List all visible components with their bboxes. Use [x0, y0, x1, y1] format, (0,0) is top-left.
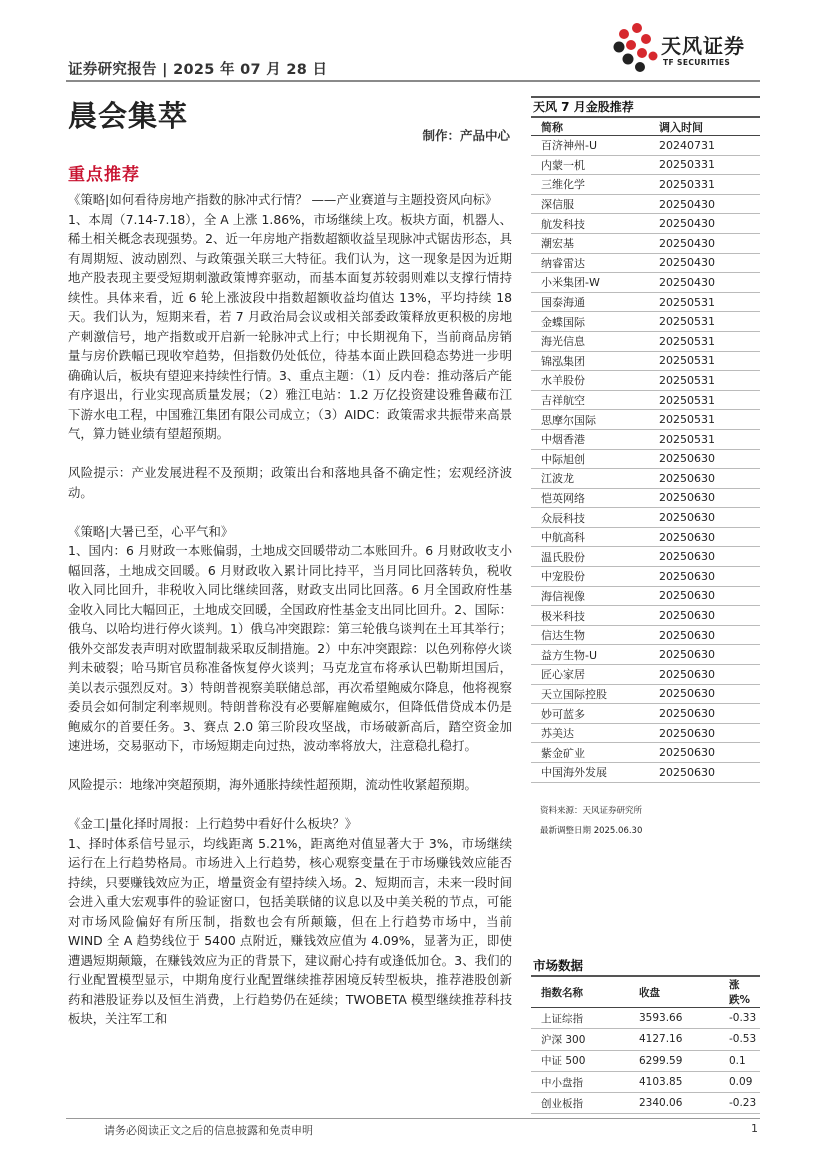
date-cell: 20240731 [651, 136, 760, 156]
table-row [531, 665, 760, 685]
article-title: 《金工|量化择时周报：上行趋势中看好什么板块？》 [68, 816, 358, 831]
date-cell: 20250630 [651, 684, 760, 704]
stock-name-cell: 内蒙一机 [531, 155, 651, 175]
logo-text-cn: 天风证券 [661, 34, 745, 58]
date-cell: 20250630 [651, 469, 760, 489]
close-cell: 6299.59 [623, 1050, 709, 1071]
table-row [531, 155, 760, 175]
column-header: 指数名称 [531, 977, 623, 1008]
date-cell: 20250630 [651, 527, 760, 547]
recommend-title: 天风 7 月金股推荐 [533, 100, 634, 114]
column-header: 调入时间 [651, 118, 760, 136]
table-row [531, 645, 760, 665]
stock-name-cell: 江波龙 [531, 469, 651, 489]
index-name-cell: 中小盘指 [531, 1071, 623, 1092]
table-row [531, 1008, 760, 1029]
stock-name-cell: 信达生物 [531, 625, 651, 645]
page-number: 1 [751, 1122, 758, 1135]
date-cell: 20250430 [651, 214, 760, 234]
table-row [531, 1071, 760, 1092]
date-cell: 20250630 [651, 508, 760, 528]
table-header-row [531, 118, 760, 136]
table-row [531, 292, 760, 312]
date-cell: 20250331 [651, 175, 760, 195]
report-header: 证券研究报告 | 2025 年 07 月 28 日 [68, 62, 328, 78]
table-row [531, 273, 760, 293]
date-cell: 20250531 [651, 312, 760, 332]
stock-name-cell: 中航高科 [531, 527, 651, 547]
article-risk: 风险提示：地缘冲突超预期，海外通胀持续性超预期，流动性收紧超预期。 [68, 777, 477, 792]
table-row [531, 410, 760, 430]
article-body: 1、国内：6 月财政一本账偏弱，土地成交回暖带动二本账回升。6 月财政收支小幅回落，土地成交回暖。6 月财政收入累计同比持平，当月同比回落转负，税收收入同比回升，非税收入同比继续回落，财政支出同比回落。6 月全国政府性基金收入同比大幅回正，土地成交回暖，全国政府性基金支出同比回升。2、国际：俄乌、以哈均进行停火谈判。1）俄乌冲突跟踪：第三轮俄乌谈判在土耳其举行；俄外交部发表声明对欧盟制裁采取反制措施。2）中东冲突跟踪：以色列称停火谈判未破裂；哈马斯官员称准备恢复停火谈判；马克龙宣布将承认巴勒斯坦国后，美以表示强烈反对。3）特朗普视察美联储总部，再次希望鲍威尔降息，他将视察委员会如何制定利率规则。特朗普称没有必要解雇鲍威尔，但降低借贷成本仍是鲍威尔的首要任务。3、赛点 2.0 第三阶段攻坚战，市场破新高后，踏空资金加速进场，交易驱动下，市场短期走向过热，波动率将放大，注意稳扎稳打。 [68, 543, 512, 753]
date-cell: 20250630 [651, 665, 760, 685]
stock-name-cell: 中际旭创 [531, 449, 651, 469]
stock-name-cell: 深信服 [531, 194, 651, 214]
date-cell: 20250630 [651, 763, 760, 783]
table-row [531, 312, 760, 332]
stock-name-cell: 海光信息 [531, 331, 651, 351]
date-cell: 20250531 [651, 292, 760, 312]
page-title: 晨会集萃 [68, 99, 189, 133]
stock-name-cell: 极米科技 [531, 606, 651, 626]
footer-divider [66, 1118, 760, 1119]
stock-name-cell: 中宠股份 [531, 567, 651, 587]
table-row [531, 469, 760, 489]
table-row [531, 567, 760, 587]
table-row [531, 1029, 760, 1050]
date-cell: 20250430 [651, 233, 760, 253]
table-row [531, 723, 760, 743]
stock-name-cell: 纳睿雷达 [531, 253, 651, 273]
table-header-row [531, 977, 760, 1008]
close-cell: 4127.16 [623, 1029, 709, 1050]
stock-name-cell: 思摩尔国际 [531, 410, 651, 430]
stock-name-cell: 国泰海通 [531, 292, 651, 312]
market-table [531, 977, 760, 1114]
table-row [531, 449, 760, 469]
index-name-cell: 中证 500 [531, 1050, 623, 1071]
market-title: 市场数据 [533, 958, 584, 973]
table-row [531, 1050, 760, 1071]
column-header: 收盘 [623, 977, 709, 1008]
updated-note: 最新调整日期 2025.06.30 [540, 826, 643, 836]
date-cell: 20250531 [651, 429, 760, 449]
change-cell: 0.1 [709, 1050, 760, 1071]
change-cell: -0.33 [709, 1008, 760, 1029]
article-body: 1、本周（7.14-7.18），全 A 上涨 1.86%，市场继续上攻。板块方面，机器人、稀土相关概念表现强势。2、近一年房地产指数超额收益呈现脉冲式锯齿形态，具有周期短、波动剧烈、与政策强关联三大特征。我们认为，这一现象是因为近期地产股表现主要受短期刺激政策博弈驱动，而基本面复苏较弱则难以支撑行情持续性。具体来看，近 6 轮上涨波段中指数超额收益均值达 13%，平均持续 18 天。我们认为，短期来看，若 7 月政治局会议或相关部委政策释放更积极的房地产刺激信号，地产指数或开启新一轮脉冲式上行；中长期视角下，当前商品房销量与房价跌幅已现收窄趋势，但指数仍处低位，待基本面止跌回稳态势进一步明确确认后，板块有望迎来持续性行情。3、重点主题：（1）反内卷：推动落后产能有序退出，行业实现高质量发展；（2）雅江电站：1.2 万亿投资建设雅鲁藏布江下游水电工程，中国雅江集团有限公司成立；（3）AIDC：政策需求共振带来高景气，算力链业绩有望超预期。 [68, 211, 512, 441]
date-cell: 20250630 [651, 743, 760, 763]
table-row [531, 253, 760, 273]
date-cell: 20250630 [651, 567, 760, 587]
change-cell: -0.23 [709, 1093, 760, 1114]
index-name-cell: 沪深 300 [531, 1029, 623, 1050]
table-row [531, 743, 760, 763]
table-row [531, 233, 760, 253]
article-body: 1、择时体系信号显示，均线距离 5.21%，距离绝对值显著大于 3%，市场继续运行在上行趋势格局。市场进入上行趋势，核心观察变量在于市场赚钱效应能否持续，只要赚钱效应为正，增量资金有望持续入场。2、短期而言，未来一段时间会进入重大宏观事件的验证窗口，包括美联储的议息以及中美关税的节点，可能对市场风险偏好有所压制，指数也会有所颠簸，但在上行趋势市场中，当前 WIND 全 A 趋势线位于 5400 点附近，赚钱效应值为 4.09%，显著为正，即使遭遇短期颠簸，在赚钱效应为正的背景下，建议耐心持有或逢低加仓。3、我们的行业配置模型显示，中期角度行业配置继续推荐困境反转型板块，推荐港股创新药和港股证券以及恒生消费，上行趋势仍在延续；TWOBETA 模型继续推荐科技板块，关注军工和 [68, 835, 512, 1026]
author-label: 制作：产品中心 [422, 128, 510, 143]
stock-name-cell: 匠心家居 [531, 665, 651, 685]
stock-name-cell: 吉祥航空 [531, 390, 651, 410]
table-row [531, 488, 760, 508]
section-title: 重点推荐 [68, 165, 140, 185]
stock-name-cell: 众辰科技 [531, 508, 651, 528]
close-cell: 4103.85 [623, 1071, 709, 1092]
stock-name-cell: 百济神州-U [531, 136, 651, 156]
main-content [68, 190, 512, 1029]
close-cell: 2340.06 [623, 1093, 709, 1114]
article-title: 《策略|如何看待房地产指数的脉冲式行情？ ——产业赛道与主题投资风向标》 [68, 192, 498, 207]
index-name-cell: 创业板指 [531, 1093, 623, 1114]
table-row [531, 390, 760, 410]
stock-name-cell: 恺英网络 [531, 488, 651, 508]
table-row [531, 508, 760, 528]
change-cell: 0.09 [709, 1071, 760, 1092]
table-row [531, 429, 760, 449]
date-cell: 20250531 [651, 371, 760, 391]
date-cell: 20250630 [651, 449, 760, 469]
date-cell: 20250531 [651, 331, 760, 351]
stock-name-cell: 锦泓集团 [531, 351, 651, 371]
stock-name-cell: 紫金矿业 [531, 743, 651, 763]
date-cell: 20250630 [651, 723, 760, 743]
table-row [531, 586, 760, 606]
source-note: 资料来源：天风证券研究所 [540, 806, 643, 816]
date-cell: 20250630 [651, 704, 760, 724]
table-row [531, 331, 760, 351]
footer-disclaimer: 请务必阅读正文之后的信息披露和免责申明 [104, 1124, 313, 1137]
stock-name-cell: 金蝶国际 [531, 312, 651, 332]
article-risk: 风险提示：产业发展进程不及预期；政策出台和落地具备不确定性；宏观经济波动。 [68, 465, 512, 500]
date-cell: 20250331 [651, 155, 760, 175]
table-row [531, 175, 760, 195]
close-cell: 3593.66 [623, 1008, 709, 1029]
stock-name-cell: 航发科技 [531, 214, 651, 234]
stock-name-cell: 三维化学 [531, 175, 651, 195]
date-cell: 20250430 [651, 253, 760, 273]
date-cell: 20250430 [651, 194, 760, 214]
date-cell: 20250531 [651, 390, 760, 410]
stock-name-cell: 妙可蓝多 [531, 704, 651, 724]
table-row [531, 351, 760, 371]
date-cell: 20250531 [651, 410, 760, 430]
stock-name-cell: 天立国际控股 [531, 684, 651, 704]
stock-name-cell: 中国海外发展 [531, 763, 651, 783]
stock-name-cell: 水羊股份 [531, 371, 651, 391]
table-row [531, 606, 760, 626]
date-cell: 20250630 [651, 645, 760, 665]
table-row [531, 194, 760, 214]
market-panel [531, 957, 760, 1114]
stock-name-cell: 温氏股份 [531, 547, 651, 567]
date-cell: 20250531 [651, 351, 760, 371]
stock-name-cell: 海信视像 [531, 586, 651, 606]
date-cell: 20250630 [651, 586, 760, 606]
table-row [531, 704, 760, 724]
logo-mark-icon [611, 22, 659, 74]
date-cell: 20250630 [651, 606, 760, 626]
stock-name-cell: 小米集团-W [531, 273, 651, 293]
article-title: 《策略|大暑已至，心平气和》 [68, 523, 234, 539]
header-divider [66, 80, 760, 82]
table-row [531, 684, 760, 704]
change-cell: -0.53 [709, 1029, 760, 1050]
table-row [531, 625, 760, 645]
stock-name-cell: 苏美达 [531, 723, 651, 743]
date-cell: 20250630 [651, 488, 760, 508]
stock-name-cell: 益方生物-U [531, 645, 651, 665]
table-row [531, 1093, 760, 1114]
table-row [531, 763, 760, 783]
recommend-panel [531, 96, 760, 783]
stock-name-cell: 潮宏基 [531, 233, 651, 253]
column-header: 涨跌% [709, 977, 760, 1008]
index-name-cell: 上证综指 [531, 1008, 623, 1029]
date-cell: 20250630 [651, 547, 760, 567]
company-logo [611, 22, 761, 74]
recommend-table [531, 118, 760, 783]
logo-text-en: TF SECURITIES [663, 58, 731, 67]
date-cell: 20250630 [651, 625, 760, 645]
table-row [531, 371, 760, 391]
stock-name-cell: 中烟香港 [531, 429, 651, 449]
table-row [531, 214, 760, 234]
table-row [531, 136, 760, 156]
table-row [531, 547, 760, 567]
table-row [531, 527, 760, 547]
column-header: 简称 [531, 118, 651, 136]
date-cell: 20250430 [651, 273, 760, 293]
